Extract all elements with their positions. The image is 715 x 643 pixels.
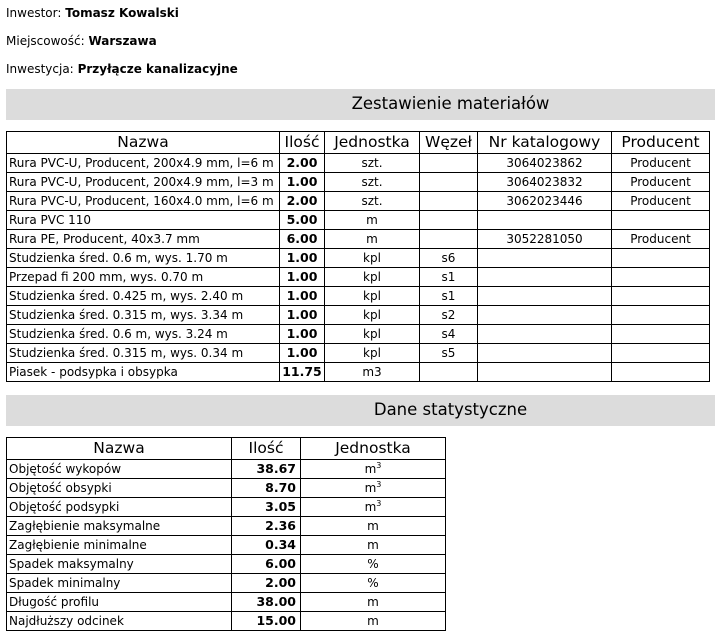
table-row <box>7 344 710 363</box>
stat-unit-cell <box>301 536 446 555</box>
table-row <box>7 460 446 479</box>
stat-name: Długość profilu <box>7 593 232 612</box>
material-producer: Producent <box>612 173 710 192</box>
stat-qty: 6.00 <box>232 555 301 574</box>
material-node <box>420 192 478 211</box>
stat-unit-cell <box>301 479 446 498</box>
material-name: Studzienka śred. 0.425 m, wys. 2.40 m <box>7 287 280 306</box>
material-name: Studzienka śred. 0.315 m, wys. 0.34 m <box>7 344 280 363</box>
stat-name: Spadek maksymalny <box>7 555 232 574</box>
investment-line <box>6 62 238 76</box>
stat-unit-cell <box>301 612 446 631</box>
material-producer <box>612 344 710 363</box>
stats-header-row <box>7 438 446 460</box>
material-unit: szt. <box>325 173 420 192</box>
material-name: Rura PVC-U, Producent, 160x4.0 mm, l=6 m <box>7 192 280 211</box>
city-label: Miejscowość: <box>6 34 85 48</box>
material-name: Rura PE, Producent, 40x3.7 mm <box>7 230 280 249</box>
stats-col-header-qty: Ilość <box>232 438 301 460</box>
stat-unit-exponent: 3 <box>376 461 382 470</box>
table-row <box>7 517 446 536</box>
material-qty: 11.75 <box>280 363 325 382</box>
material-node <box>420 363 478 382</box>
table-row <box>7 173 710 192</box>
material-catalog <box>478 287 612 306</box>
table-row <box>7 574 446 593</box>
material-catalog: 3064023862 <box>478 154 612 173</box>
stats-title: Dane statystyczne <box>373 400 528 419</box>
material-catalog <box>478 344 612 363</box>
stat-unit-cell <box>301 460 446 479</box>
stat-name: Najdłuższy odcinek <box>7 612 232 631</box>
material-name: Rura PVC 110 <box>7 211 280 230</box>
stat-unit-cell <box>301 593 446 612</box>
stat-unit-cell <box>301 555 446 574</box>
table-row <box>7 555 446 574</box>
material-unit: m <box>325 230 420 249</box>
stat-unit-cell <box>301 574 446 593</box>
table-row <box>7 268 710 287</box>
material-qty: 1.00 <box>280 306 325 325</box>
stat-unit: % <box>367 576 379 590</box>
material-unit: szt. <box>325 192 420 211</box>
material-qty: 1.00 <box>280 249 325 268</box>
material-name: Piasek - podsypka i obsypka <box>7 363 280 382</box>
stats-table <box>6 437 446 631</box>
materials-table <box>6 131 710 382</box>
material-qty: 1.00 <box>280 268 325 287</box>
col-header-catalog: Nr katalogowy <box>478 132 612 154</box>
col-header-node: Węzeł <box>420 132 478 154</box>
table-row <box>7 230 710 249</box>
stat-qty: 38.67 <box>232 460 301 479</box>
material-qty: 6.00 <box>280 230 325 249</box>
material-node: s1 <box>420 287 478 306</box>
material-unit: kpl <box>325 344 420 363</box>
col-header-name: Nazwa <box>7 132 280 154</box>
material-qty: 1.00 <box>280 325 325 344</box>
stats-col-header-unit: Jednostka <box>301 438 446 460</box>
stat-qty: 0.34 <box>232 536 301 555</box>
materials-body <box>7 154 710 382</box>
material-qty: 2.00 <box>280 192 325 211</box>
material-node <box>420 211 478 230</box>
material-qty: 1.00 <box>280 344 325 363</box>
stat-unit: m <box>367 519 379 533</box>
material-qty: 1.00 <box>280 173 325 192</box>
stat-name: Objętość wykopów <box>7 460 232 479</box>
material-catalog: 3064023832 <box>478 173 612 192</box>
material-catalog: 3052281050 <box>478 230 612 249</box>
stat-qty: 2.36 <box>232 517 301 536</box>
stat-unit-exponent: 3 <box>376 480 382 489</box>
investment-value: Przyłącze kanalizacyjne <box>77 62 238 76</box>
material-name: Przepad fi 200 mm, wys. 0.70 m <box>7 268 280 287</box>
material-qty: 1.00 <box>280 287 325 306</box>
table-row <box>7 325 710 344</box>
material-catalog: 3062023446 <box>478 192 612 211</box>
materials-header-row <box>7 132 710 154</box>
material-node: s2 <box>420 306 478 325</box>
table-row <box>7 154 710 173</box>
table-row <box>7 211 710 230</box>
material-node: s1 <box>420 268 478 287</box>
col-header-unit: Jednostka <box>325 132 420 154</box>
material-producer <box>612 268 710 287</box>
stat-unit: m <box>367 614 379 628</box>
table-row <box>7 192 710 211</box>
table-row <box>7 612 446 631</box>
stat-qty: 15.00 <box>232 612 301 631</box>
table-row <box>7 479 446 498</box>
material-node <box>420 173 478 192</box>
table-row <box>7 306 710 325</box>
material-catalog <box>478 325 612 344</box>
material-node <box>420 154 478 173</box>
stat-name: Spadek minimalny <box>7 574 232 593</box>
stat-qty: 38.00 <box>232 593 301 612</box>
stat-qty: 2.00 <box>232 574 301 593</box>
stat-unit: m <box>364 481 377 495</box>
table-row <box>7 363 710 382</box>
material-unit: kpl <box>325 287 420 306</box>
investor-label: Inwestor: <box>6 6 62 20</box>
city-value: Warszawa <box>88 34 157 48</box>
material-producer: Producent <box>612 154 710 173</box>
stat-name: Zagłębienie maksymalne <box>7 517 232 536</box>
stat-unit: m <box>367 538 379 552</box>
material-name: Rura PVC-U, Producent, 200x4.9 mm, l=6 m <box>7 154 280 173</box>
stat-name: Zagłębienie minimalne <box>7 536 232 555</box>
material-name: Studzienka śred. 0.6 m, wys. 3.24 m <box>7 325 280 344</box>
material-name: Studzienka śred. 0.315 m, wys. 3.34 m <box>7 306 280 325</box>
material-catalog <box>478 306 612 325</box>
material-node: s6 <box>420 249 478 268</box>
material-qty: 2.00 <box>280 154 325 173</box>
material-producer <box>612 287 710 306</box>
investment-label: Inwestycja: <box>6 62 74 76</box>
table-row <box>7 249 710 268</box>
material-node: s5 <box>420 344 478 363</box>
material-producer: Producent <box>612 192 710 211</box>
table-row <box>7 287 710 306</box>
material-qty: 5.00 <box>280 211 325 230</box>
material-unit: kpl <box>325 306 420 325</box>
material-unit: m <box>325 211 420 230</box>
stat-qty: 8.70 <box>232 479 301 498</box>
investor-value: Tomasz Kowalski <box>65 6 179 20</box>
table-row <box>7 498 446 517</box>
material-producer <box>612 325 710 344</box>
material-producer <box>612 211 710 230</box>
material-catalog <box>478 211 612 230</box>
materials-title: Zestawienie materiałów <box>351 94 550 113</box>
material-unit: kpl <box>325 325 420 344</box>
material-unit: kpl <box>325 249 420 268</box>
table-row <box>7 536 446 555</box>
material-producer <box>612 306 710 325</box>
stats-col-header-name: Nazwa <box>7 438 232 460</box>
stats-body <box>7 460 446 631</box>
material-producer: Producent <box>612 230 710 249</box>
stat-unit: m <box>364 500 377 514</box>
material-node: s4 <box>420 325 478 344</box>
material-node <box>420 230 478 249</box>
stat-unit: m <box>367 595 379 609</box>
col-header-producer: Producent <box>612 132 710 154</box>
col-header-qty: Ilość <box>280 132 325 154</box>
stat-name: Objętość podsypki <box>7 498 232 517</box>
stat-unit-cell <box>301 517 446 536</box>
material-unit: kpl <box>325 268 420 287</box>
material-unit: m3 <box>325 363 420 382</box>
stat-qty: 3.05 <box>232 498 301 517</box>
material-name: Rura PVC-U, Producent, 200x4.9 mm, l=3 m <box>7 173 280 192</box>
table-row <box>7 593 446 612</box>
material-producer <box>612 363 710 382</box>
material-name: Studzienka śred. 0.6 m, wys. 1.70 m <box>7 249 280 268</box>
stat-unit: % <box>367 557 379 571</box>
material-producer <box>612 249 710 268</box>
stat-unit: m <box>364 462 377 476</box>
materials-banner <box>6 89 715 120</box>
stat-unit-exponent: 3 <box>376 499 382 508</box>
investor-line <box>6 6 179 20</box>
material-catalog <box>478 363 612 382</box>
material-catalog <box>478 249 612 268</box>
stat-unit-cell <box>301 498 446 517</box>
stats-banner <box>6 395 715 426</box>
city-line <box>6 34 157 48</box>
material-unit: szt. <box>325 154 420 173</box>
stat-name: Objętość obsypki <box>7 479 232 498</box>
material-catalog <box>478 268 612 287</box>
